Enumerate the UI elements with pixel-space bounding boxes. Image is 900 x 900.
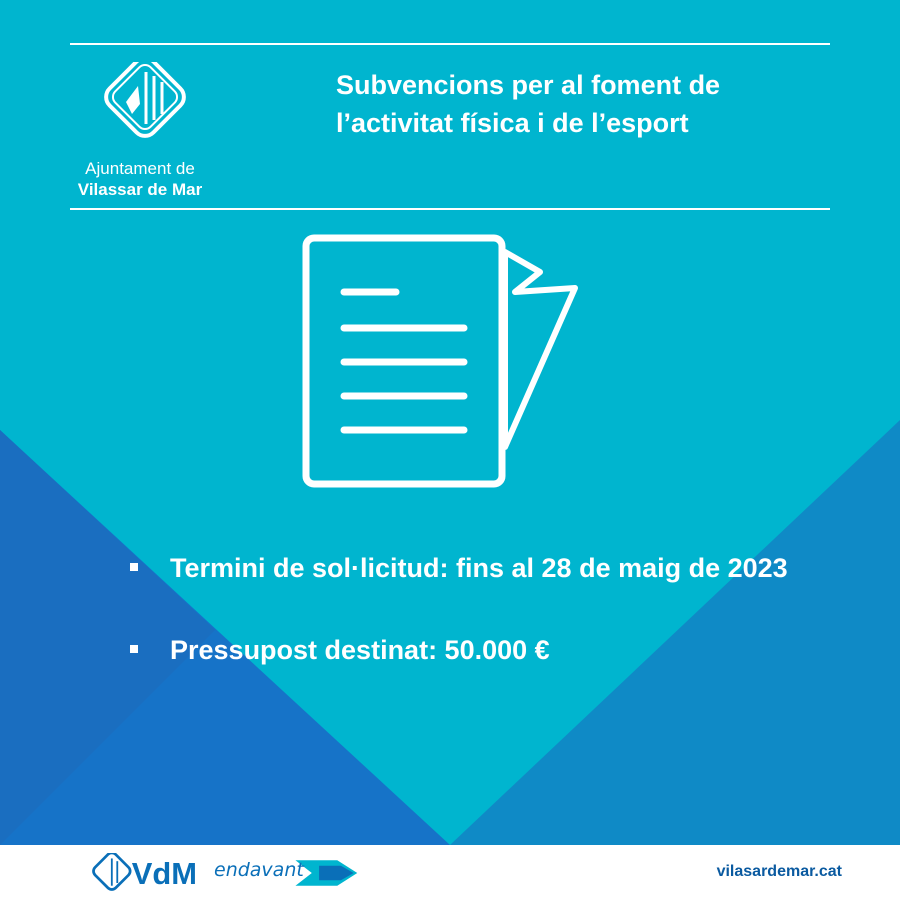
page-title: Subvencions per al foment de l’activitat física i de l’esport	[336, 70, 721, 138]
top-rule	[70, 43, 830, 45]
bottom-rule	[70, 208, 830, 210]
org-name	[70, 158, 210, 200]
municipal-shield-icon	[70, 62, 230, 152]
website-link[interactable]: vilasardemar.cat	[716, 863, 842, 880]
brand-tagline: endavant	[214, 859, 304, 881]
info-list	[130, 550, 830, 714]
org-line-1: Ajuntament de	[85, 159, 195, 178]
list-item	[130, 550, 830, 586]
org-line-2: Vilassar de Mar	[77, 180, 203, 199]
list-item	[130, 632, 830, 668]
budget-text: Pressupost destinat: 50.000 €	[170, 635, 550, 665]
brand-wordmark: VdM	[131, 855, 198, 891]
document-icon	[300, 232, 590, 492]
bullet-icon	[130, 645, 138, 653]
bullet-icon	[130, 563, 138, 571]
deadline-text: Termini de sol·licitud: fins al 28 de maig de 2023	[170, 553, 788, 583]
footer	[0, 845, 900, 900]
